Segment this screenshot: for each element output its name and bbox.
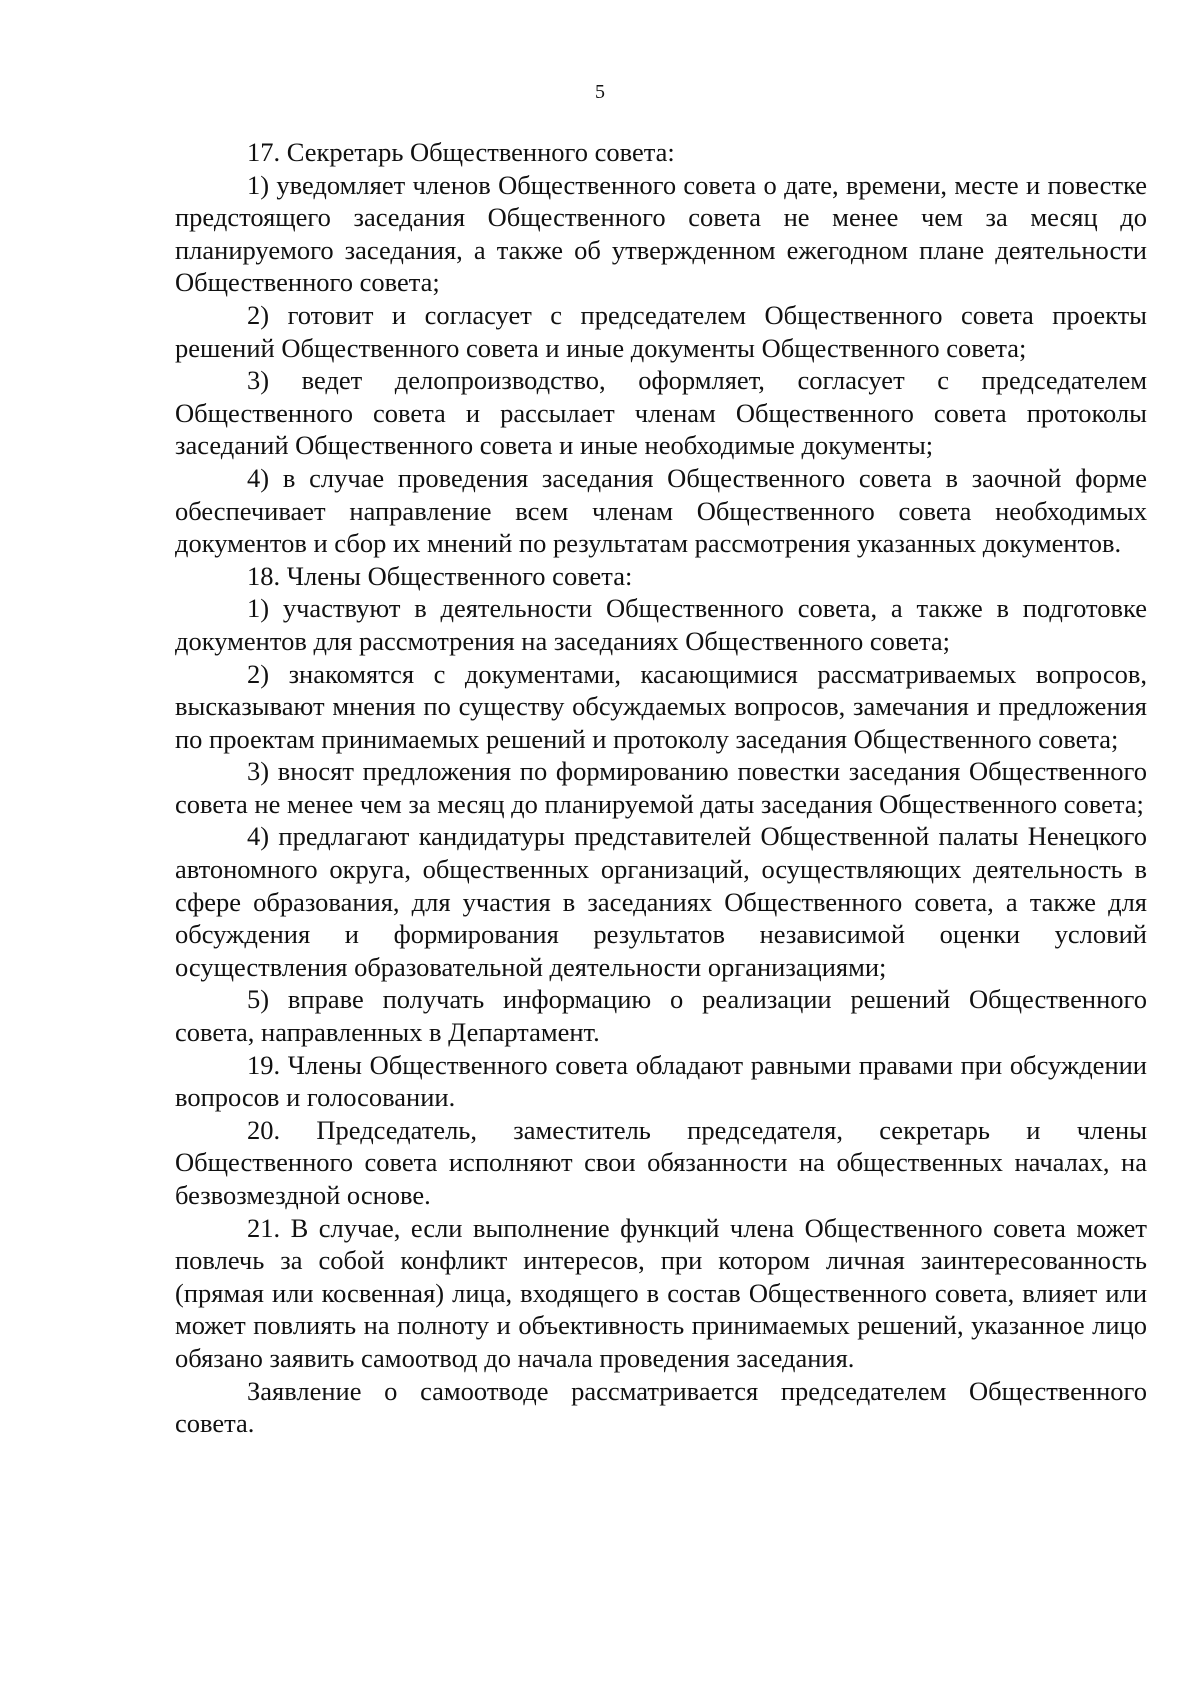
paragraph-18-item-3: 3) вносят предложения по формированию повестки заседания Общественного совета не менее чем за месяц до планируемой даты заседания Общественного совета; [175,756,1147,819]
paragraph-21: 21. В случае, если выполнение функций члена Общественного совета может повлечь за собой конфликт интересов, при котором личная заинтересованность (прямая или косвенная) лица, входящего в состав Общественного совета, влияет или может повлиять на полноту и объективность принимаемых решений, указанное лицо обязано заявить самоотвод до начала проведения заседания. [175,1212,1147,1373]
paragraph-17-item-3: 3) ведет делопроизводство, оформляет, согласует с председателем Общественного совета и рассылает членам Общественного совета протоколы заседаний Общественного совета и иные необходимые документы; [175,365,1147,461]
paragraph-18-item-2: 2) знакомятся с документами, касающимися рассматриваемых вопросов, высказывают мнения по существу обсуждаемых вопросов, замечания и предложения по проектам принимаемых решений и протоколу заседания Общественного совета; [175,658,1147,754]
paragraph-18-item-4: 4) предлагают кандидатуры представителей Общественной палаты Ненецкого автономного округа, общественных организаций, осуществляющих деятельность в сфере образования, для участия в заседаниях Общественного совета, а также для обсуждения и формирования результатов независимой оценки условий осуществления образовательной деятельности организациями; [175,821,1147,982]
paragraph-20: 20. Председатель, заместитель председателя, секретарь и члены Общественного совета исполняют свои обязанности на общественных началах, на безвозмездной основе. [175,1114,1147,1210]
page-number: 5 [595,81,605,103]
paragraph-17-item-4: 4) в случае проведения заседания Общественного совета в заочной форме обеспечивает направление всем членам Общественного совета необходимых документов и сбор их мнений по результатам рассмотрения указанных документов. [175,462,1147,559]
paragraph-17-heading: 17. Секретарь Общественного совета: [247,137,675,167]
paragraph-18-item-1: 1) участвуют в деятельности Общественного совета, а также в подготовке документов для рассмотрения на заседаниях Общественного совета; [175,593,1147,656]
paragraph-17-item-2: 2) готовит и согласует с председателем Общественного совета проекты решений Общественного совета и иные документы Общественного совета; [175,299,1147,363]
paragraph-19: 19. Члены Общественного совета обладают равными правами при обсуждении вопросов и голосовании. [175,1049,1147,1113]
paragraph-21-statement: Заявление о самоотводе рассматривается председателем Общественного совета. [175,1375,1147,1439]
document-body [175,136,1147,1440]
paragraph-18-heading: 18. Члены Общественного совета: [247,560,633,591]
paragraph-18-item-5: 5) вправе получать информацию о реализации решений Общественного совета, направленных в Департамент. [175,984,1147,1048]
paragraph-17-item-1: 1) уведомляет членов Общественного совета о дате, времени, месте и повестке предстоящего заседания Общественного совета не менее чем за месяц до планируемого заседания, а также об утвержденном ежегодном плане деятельности Общественного совета; [175,169,1147,298]
